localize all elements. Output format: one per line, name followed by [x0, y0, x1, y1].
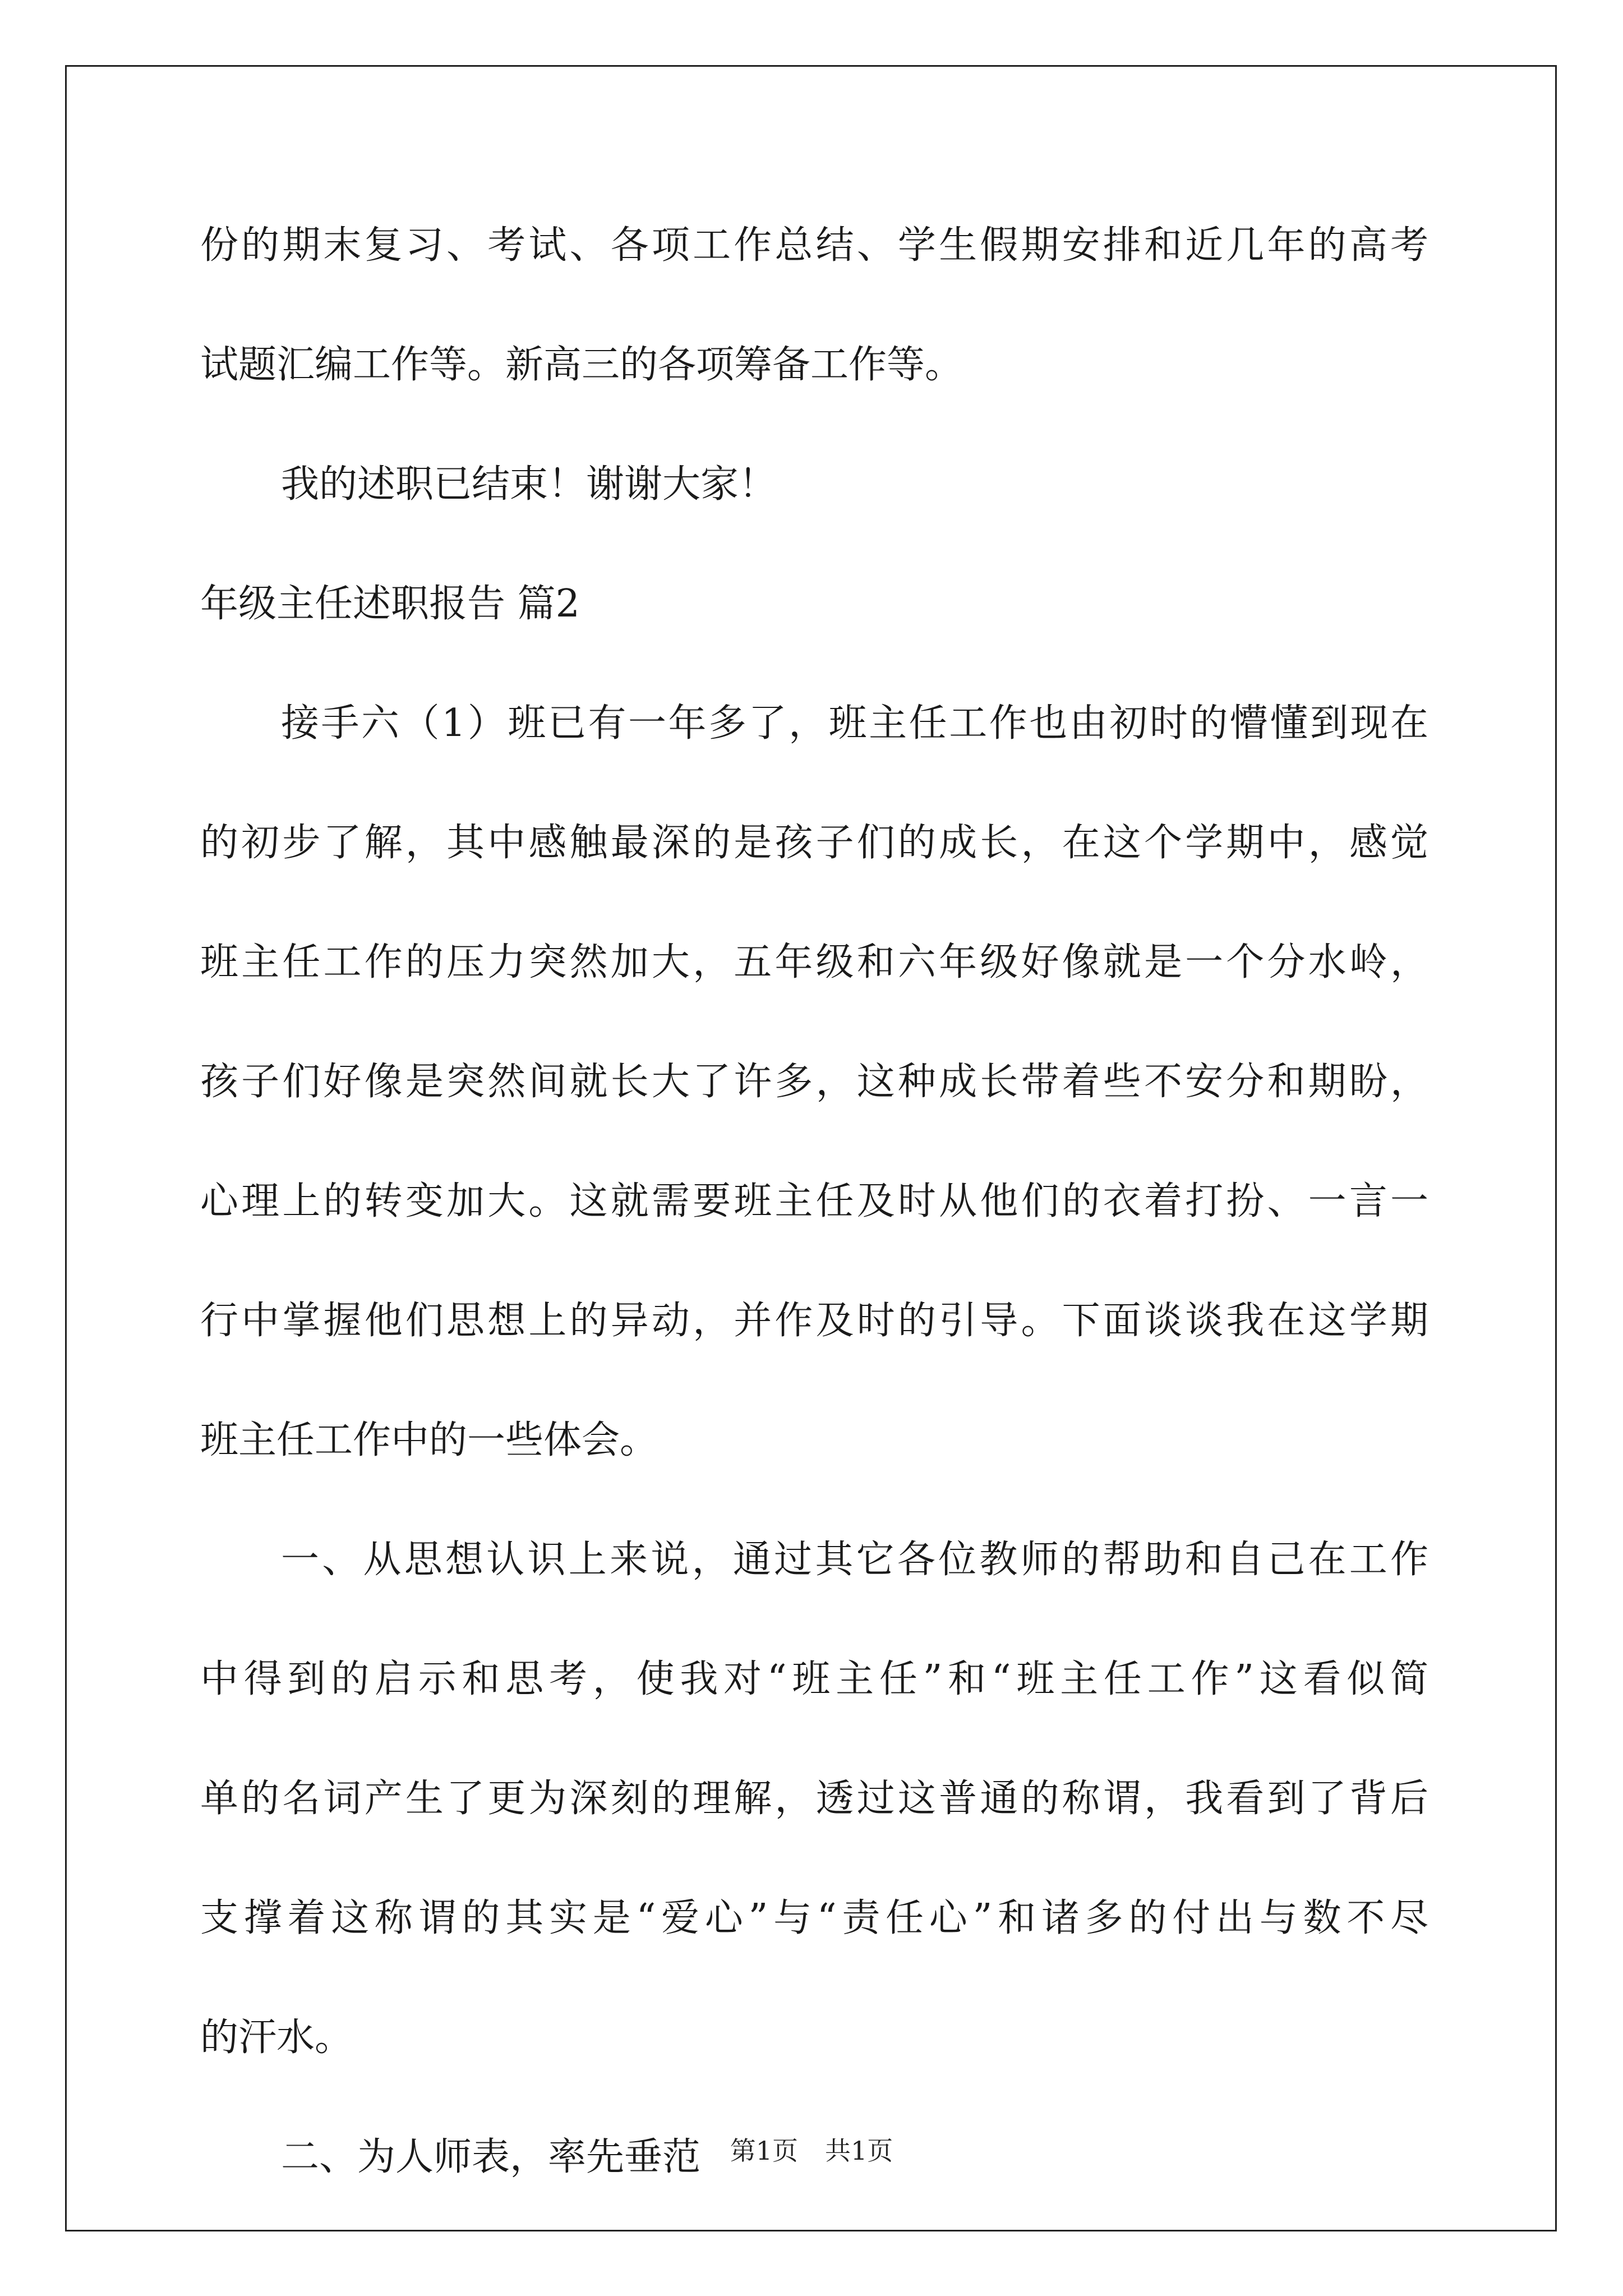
page-total: 共1页	[825, 2136, 893, 2166]
section-heading: 年级主任述职报告 篇2	[200, 582, 580, 626]
text-line: 一、从思想认识上来说，通过其它各位教师的帮助和自己在工作	[281, 1538, 1428, 1582]
text-line: 行中掌握他们思想上的异动，并作及时的引导。下面谈谈我在这学期	[200, 1299, 1428, 1343]
document-body	[200, 215, 1428, 2246]
page-footer	[0, 2134, 1623, 2168]
text-line: 的初步了解，其中感触最深的是孩子们的成长，在这个学期中，感觉	[200, 821, 1428, 865]
text-line: 班主任工作中的一些体会。	[200, 1418, 658, 1462]
text-line: 单的名词产生了更为深刻的理解，透过这普通的称谓，我看到了背后	[200, 1777, 1428, 1821]
text-line: 中得到的启示和思考，使我对“班主任”和“班主任工作”这看似简	[200, 1657, 1428, 1701]
text-line: 心理上的转变加大。这就需要班主任及时从他们的衣着打扮、一言一	[200, 1179, 1428, 1223]
text-line: 我的述职已结束！谢谢大家！	[281, 462, 777, 507]
text-line: 接手六（1）班已有一年多了，班主任工作也由初时的懵懂到现在	[281, 701, 1428, 746]
text-line: 的汗水。	[200, 2016, 353, 2060]
text-line: 孩子们好像是突然间就长大了许多，这种成长带着些不安分和期盼，	[200, 1060, 1428, 1104]
text-line: 试题汇编工作等。新高三的各项筹备工作等。	[200, 343, 963, 387]
text-line: 支撑着这称谓的其实是“爱心”与“责任心”和诸多的付出与数不尽	[200, 1896, 1428, 1940]
text-line: 二、为人师表，率先垂范	[281, 2135, 701, 2179]
page-number: 第1页	[730, 2136, 798, 2166]
text-line: 份的期末复习、考试、各项工作总结、学生假期安排和近几年的高考	[200, 223, 1428, 268]
text-line: 班主任工作的压力突然加大，五年级和六年级好像就是一个分水岭，	[200, 940, 1428, 984]
